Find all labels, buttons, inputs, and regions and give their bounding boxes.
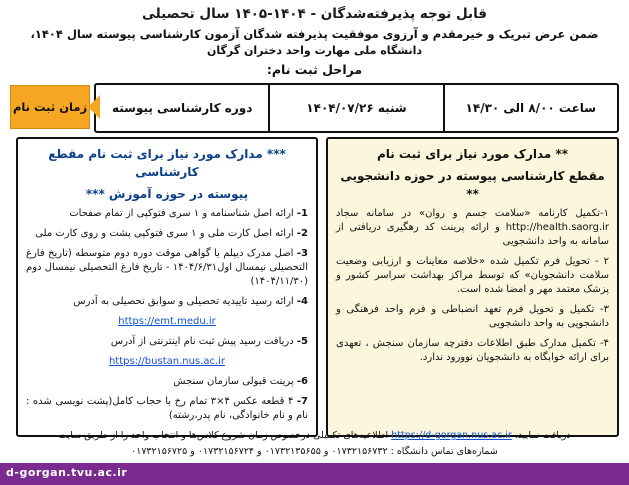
list-item: ۳- تکمیل و تحویل فرم تعهد انضباطی و فرم واحد فرهنگی و دانشجویی به واحد دانشجویی bbox=[336, 304, 609, 329]
time-cell-date: شنبه ۱۴۰۴/۰۷/۲۶ bbox=[306, 101, 407, 115]
list-item bbox=[26, 295, 308, 309]
registration-time-row bbox=[10, 83, 619, 129]
list-item: ۴- تکمیل مدارک طبق اطلاعات دفترچه سازمان سنجش ، تعهدی برای ارائه خوابگاه به دانشجویان نوورود ندارد. bbox=[336, 338, 609, 363]
link-emt-medu[interactable] bbox=[26, 315, 308, 329]
link-university-site[interactable]: https://d-gorgan.nus.ac.ir bbox=[391, 430, 512, 441]
congratulations-text bbox=[8, 26, 621, 42]
list-item-text: اصل مدرک دیپلم یا گواهی موقت دوره دوم متوسطه (تاریخ فارغ التحصیلی نیمسال اول۱۴۰۴/۶/۳۱ - تاریخ فارغ التحصیلی نیمسال دوم (۱۴۰۴/۱۱/۳۰) bbox=[26, 248, 308, 287]
list-item-text: ۴ قطعه عکس ۴×۳ تمام رخ با حجاب کامل(پشت نویسی شده : نام و نام خانوادگی، نام پدر،رشته) bbox=[26, 396, 308, 421]
poster-header bbox=[0, 0, 629, 77]
list-item-text: دریافت رسید پیش ثبت نام اینترنتی از آدرس bbox=[110, 336, 294, 347]
link-emt-medu-text[interactable]: https://emt.medu.ir bbox=[118, 316, 216, 327]
list-item-number: 2- bbox=[296, 228, 308, 239]
panel-education-office bbox=[16, 137, 318, 437]
footer-notice bbox=[0, 429, 629, 443]
list-item-text: ارائه اصل کارت ملی و ۱ سری فتوکپی پشت و روی کارت ملی bbox=[35, 228, 294, 239]
page-title: قابل توجه پذیرفته‌شدگان - ۱۴۰۴-۱۴۰۵ سال تحصیلی bbox=[141, 6, 488, 22]
list-item-number: 7- bbox=[296, 396, 308, 407]
list-item-number: 4- bbox=[296, 296, 308, 307]
footer-notice-post: دریافت نمایید. bbox=[514, 430, 571, 441]
brand-bar bbox=[0, 463, 629, 485]
list-item: ۲ - تحویل فرم تکمیل شده «خلاصه معاینات و ارزیابی وضعیت سلامت دانشجویان» که توسط مراکز بهداشت سراسر کشور و پزشک معتمد مهر و امضا شده است. bbox=[336, 256, 609, 295]
registration-time-tag bbox=[10, 85, 90, 129]
time-cell-time: ساعت ۸/۰۰ الی ۱۴/۳۰ bbox=[465, 101, 597, 115]
panel-student-affairs-title-2: مقطع کارشناسی پیوسته در حوزه دانشجویی ** bbox=[340, 169, 605, 201]
panel-education-office-title-2: پیوسته در حوزه آموزش *** bbox=[85, 187, 249, 201]
list-item-text: ارائه رسید تاییدیه تحصیلی و سوابق تحصیلی به آدرس bbox=[73, 296, 294, 307]
list-item-number: 3- bbox=[296, 248, 308, 259]
list-item-text: پرینت قبولی سازمان سنجش bbox=[173, 376, 294, 387]
time-cell-program: دوره کارشناسی پیوسته bbox=[111, 101, 253, 115]
list-item-text: ارائه اصل شناسنامه و ۱ سری فتوکپی از تمام صفحات bbox=[69, 208, 294, 219]
list-item-number: 5- bbox=[296, 336, 308, 347]
link-bustan-nus-text[interactable]: https://bustan.nus.ac.ir bbox=[108, 356, 226, 367]
poster-footer bbox=[0, 429, 629, 459]
list-item: ۱-تکمیل کارنامه «سلامت جسم و روان» در سامانه سجاد http://health.saorg.ir و ارائه پرینت کد رهگیری دریافتی از سامانه به واحد دانشجویی bbox=[336, 208, 609, 247]
panel-student-affairs bbox=[326, 137, 619, 437]
list-item-number: 6- bbox=[296, 376, 308, 387]
congratulations-label: ضمن عرض تبریک و خیرمقدم و آرزوی موفقیت پذیرفته شدگان آزمون کارشناسی پیوسته سال ۱۴۰۴، bbox=[30, 27, 599, 41]
requirements-panels bbox=[10, 137, 619, 437]
list-item bbox=[26, 335, 308, 349]
list-item bbox=[26, 395, 308, 423]
registration-time-box bbox=[94, 83, 619, 133]
arrow-icon bbox=[88, 95, 100, 119]
panel-student-affairs-title-1: ** مدارک مورد نیاز برای ثبت نام bbox=[376, 147, 569, 161]
list-item bbox=[26, 247, 308, 289]
brand-bar-label: d-gorgan.tvu.ac.ir bbox=[6, 466, 128, 479]
steps-title: مراحل ثبت نام: bbox=[266, 62, 363, 77]
list-item bbox=[26, 227, 308, 241]
institution-name: دانشگاه ملی مهارت واحد دختران گرگان bbox=[206, 44, 423, 57]
footer-phones: شماره‌های تماس دانشگاه : ۰۱۷۳۲۱۵۶۷۳۲ و ۰۱۷۳۲۱۳۵۶۵۵ و ۰۱۷۳۲۱۵۶۷۲۴ و ۰۱۷۳۲۱۵۶۷۲۵ bbox=[131, 446, 498, 457]
list-item bbox=[26, 207, 308, 221]
link-bustan-nus[interactable] bbox=[26, 355, 308, 369]
registration-time-tag-label: زمان ثبت نام bbox=[12, 100, 88, 114]
panel-education-office-title-1: *** مدارک مورد نیاز برای ثبت نام مقطع کارشناسی bbox=[48, 147, 286, 179]
list-item bbox=[26, 375, 308, 389]
footer-notice-pre: اطلاعیه‌های تکمیلی درخصوص زمان شروع کلاس‌ها و انتخاب واحد را از طریق سایت bbox=[58, 430, 389, 441]
list-item-number: 1- bbox=[296, 208, 308, 219]
